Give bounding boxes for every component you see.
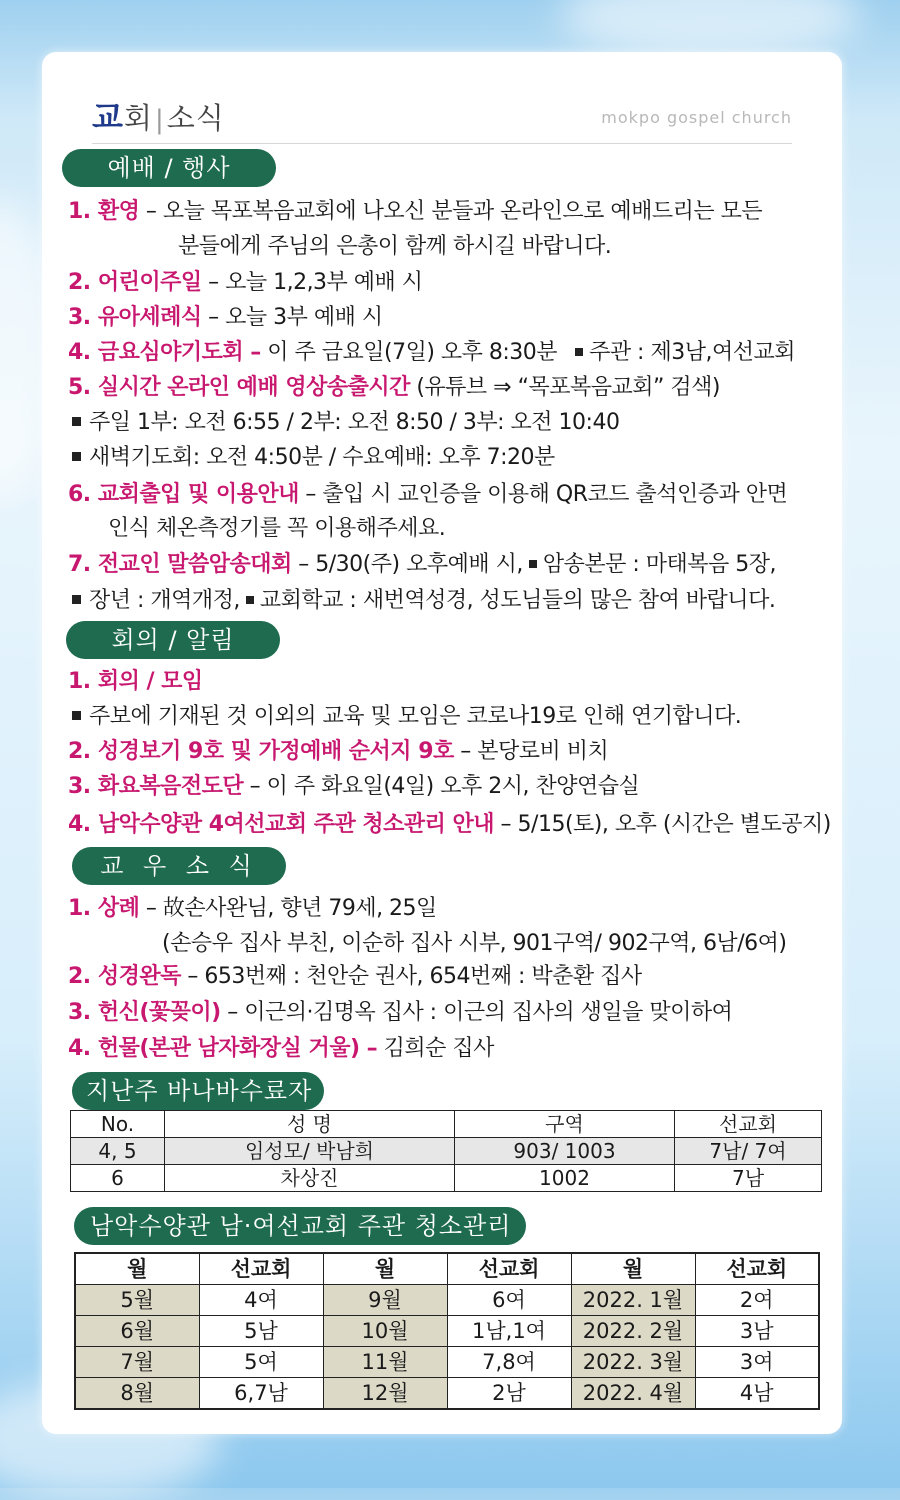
table-cell: 2여 [695, 1285, 819, 1316]
item-text: (유튜브 ⇒ “목포복음교회” 검색) [409, 375, 720, 400]
table-cell: 1남,1여 [447, 1316, 571, 1347]
table-cell: 3여 [695, 1347, 819, 1378]
section-members-pill: 교 우 소 식 [72, 847, 286, 885]
table-cell: 1002 [455, 1165, 675, 1192]
square-bullet-icon [72, 417, 81, 426]
item-heading: 4. 금요심야기도회 – [68, 340, 261, 365]
table-header-cell: 월 [75, 1253, 199, 1285]
table-cell: 5여 [199, 1347, 323, 1378]
section-cleaning-pill: 남악수양관 남·여선교회 주관 청소관리 [74, 1207, 526, 1245]
item-text: 주관 : 제3남,여선교회 [589, 340, 795, 365]
table-row [75, 1378, 819, 1410]
square-bullet-icon [575, 348, 583, 356]
item-heading: 2. 어린이주일 [68, 270, 202, 295]
table-header-cell: 선교회 [447, 1253, 571, 1285]
table-cell: 9월 [323, 1285, 447, 1316]
section-notice-pill: 회의 / 알림 [66, 621, 280, 659]
item-text: – 故손사완님, 향년 79세, 25일 [139, 896, 437, 921]
table-cell: 2022. 3월 [571, 1347, 695, 1378]
barnabas-table [70, 1110, 822, 1192]
header-divider [92, 143, 792, 144]
item-heading: 3. 화요복음전도단 [68, 774, 244, 799]
item-text: – 653번째 : 천안순 권사, 654번째 : 박춘환 집사 [180, 964, 642, 989]
table-cell: 6월 [75, 1316, 199, 1347]
table-cell: 3남 [695, 1316, 819, 1347]
item-text: – 오늘 목포복음교회에 나오신 분들과 온라인으로 예배드리는 모든 [139, 199, 763, 224]
item-heading: 6. 교회출입 및 이용안내 [68, 482, 299, 507]
item-heading: 4. 헌물(본관 남자화장실 거울) – [68, 1036, 378, 1061]
table-cell: 4남 [695, 1378, 819, 1410]
table-cell: 2남 [447, 1378, 571, 1410]
section-barnabas-pill: 지난주 바나바수료자 [72, 1072, 324, 1110]
table-cell: 2022. 4월 [571, 1378, 695, 1410]
table-cell: 2022. 2월 [571, 1316, 695, 1347]
notice-bullet-1 [62, 702, 741, 732]
title-char: 회 [123, 101, 153, 135]
table-header-row [71, 1111, 822, 1138]
table-cell: 6,7남 [199, 1378, 323, 1410]
table-header-cell: No. [71, 1111, 165, 1138]
item-heading: 7. 전교인 말씀암송대회 [68, 552, 292, 577]
table-cell: 5남 [199, 1316, 323, 1347]
table-cell: 7,8여 [447, 1347, 571, 1378]
section-worship-pill: 예배 / 행사 [62, 149, 276, 187]
table-row [75, 1347, 819, 1378]
table-cell: 12월 [323, 1378, 447, 1410]
background-cloud [560, 0, 860, 60]
cleaning-table [74, 1252, 820, 1410]
table-cell: 903/ 1003 [455, 1138, 675, 1165]
square-bullet-icon [72, 711, 81, 720]
table-cell: 6 [71, 1165, 165, 1192]
bullet-text: 주보에 기재된 것 이외의 교육 및 모임은 코로나19로 인해 연기합니다. [89, 704, 742, 729]
item-text: 암송본문 : 마태복음 5장, [542, 552, 776, 577]
item-text: – 오늘 3부 예배 시 [201, 305, 383, 330]
item-heading: 3. 헌신(꽃꽂이) [68, 1000, 221, 1025]
table-header-cell: 월 [323, 1253, 447, 1285]
item-heading: 3. 유아세례식 [68, 305, 202, 330]
table-header-cell: 선교회 [695, 1253, 819, 1285]
item-text: – 오늘 1,2,3부 예배 시 [201, 270, 423, 295]
item-heading: 5. 실시간 온라인 예배 영상송출시간 [68, 375, 410, 400]
table-cell: 4, 5 [71, 1138, 165, 1165]
worship-item-2 [68, 268, 423, 298]
item-heading: 2. 성경완독 [68, 964, 181, 989]
worship-item-4 [68, 338, 795, 368]
bullet-text: 주일 1부: 오전 6:55 / 2부: 오전 8:50 / 3부: 오전 10:40 [89, 410, 620, 435]
members-item-3 [68, 998, 732, 1028]
title-end: 소식 [166, 101, 225, 135]
members-item-4 [68, 1034, 494, 1064]
worship-item-3 [68, 303, 383, 333]
table-row [71, 1165, 822, 1192]
table-row [75, 1316, 819, 1347]
worship-item-6 [68, 480, 787, 510]
worship-item-5 [68, 373, 720, 403]
bullet-text: 교회학교 : 새번역성경, 성도님들의 많은 참여 바랍니다. [259, 588, 776, 613]
notice-item-3 [68, 772, 639, 802]
notice-item-4 [68, 810, 831, 840]
worship-bullet-2 [62, 443, 555, 473]
table-cell: 10월 [323, 1316, 447, 1347]
table-cell: 8월 [75, 1378, 199, 1410]
table-cell: 2022. 1월 [571, 1285, 695, 1316]
item-heading: 2. 성경보기 9호 및 가정예배 순서지 9호 [68, 739, 454, 764]
square-bullet-icon [72, 452, 81, 461]
table-row [71, 1138, 822, 1165]
item-heading: 1. 회의 / 모임 [68, 669, 203, 694]
table-row [75, 1285, 819, 1316]
item-text: 김희순 집사 [377, 1036, 494, 1061]
table-cell: 11월 [323, 1347, 447, 1378]
table-cell: 6여 [447, 1285, 571, 1316]
worship-item-1-cont: 분들에게 주님의 은총이 함께 하시길 바랍니다. [178, 234, 612, 259]
members-item-1 [68, 894, 437, 924]
square-bullet-icon [246, 596, 254, 604]
notice-item-1 [68, 667, 203, 697]
table-header-cell: 선교회 [199, 1253, 323, 1285]
bullet-text: 새벽기도회: 오전 4:50분 / 수요예배: 오후 7:20분 [89, 445, 555, 470]
worship-bullet-1 [62, 408, 619, 438]
square-bullet-icon [72, 595, 81, 604]
item-text: – 본당로비 비치 [453, 739, 609, 764]
table-header-cell: 구역 [455, 1111, 675, 1138]
item-heading: 1. 환영 [68, 199, 140, 224]
notice-item-2 [68, 737, 608, 767]
table-header-row [75, 1253, 819, 1285]
table-cell: 7남/ 7여 [675, 1138, 822, 1165]
item-text: – 이근의·김명옥 집사 : 이근의 집사의 생일을 맞이하여 [220, 1000, 733, 1025]
square-bullet-icon [529, 560, 537, 568]
item-text: – 5/30(주) 오후예배 시, [291, 552, 523, 577]
members-item-1-cont: (손승우 집사 부친, 이순하 집사 시부, 901구역/ 902구역, 6남/6여) [162, 931, 787, 956]
table-header-cell: 선교회 [675, 1111, 822, 1138]
item-text: 이 주 금요일(7일) 오후 8:30분 [260, 340, 558, 365]
title-separator: | [154, 105, 165, 135]
church-subtitle: mokpo gospel church [601, 108, 792, 127]
item-heading: 1. 상례 [68, 896, 140, 921]
item-text: – 이 주 화요일(4일) 오후 2시, 찬양연습실 [243, 774, 640, 799]
table-cell: 4여 [199, 1285, 323, 1316]
table-cell: 임성모/ 박남희 [165, 1138, 455, 1165]
bullet-text: 장년 : 개역개정, [89, 588, 240, 613]
table-cell: 7월 [75, 1347, 199, 1378]
title-big-char: 교 [92, 98, 124, 136]
table-cell: 차상진 [165, 1165, 455, 1192]
page-title [92, 92, 225, 138]
table-cell: 7남 [675, 1165, 822, 1192]
item-text: – 출입 시 교인증을 이용해 QR코드 출석인증과 안면 [298, 482, 788, 507]
item-heading: 4. 남악수양관 4여선교회 주관 청소관리 안내 [68, 812, 495, 837]
table-cell: 5월 [75, 1285, 199, 1316]
worship-item-1 [68, 197, 762, 227]
worship-bullet-3 [62, 586, 775, 616]
table-header-cell: 월 [571, 1253, 695, 1285]
members-item-2 [68, 962, 642, 992]
table-header-cell: 성 명 [165, 1111, 455, 1138]
item-text: – 5/15(토), 오후 (시간은 별도공지) [494, 812, 831, 837]
worship-item-7 [68, 550, 776, 580]
worship-item-6-cont: 인식 체온측정기를 꼭 이용해주세요. [108, 516, 446, 541]
